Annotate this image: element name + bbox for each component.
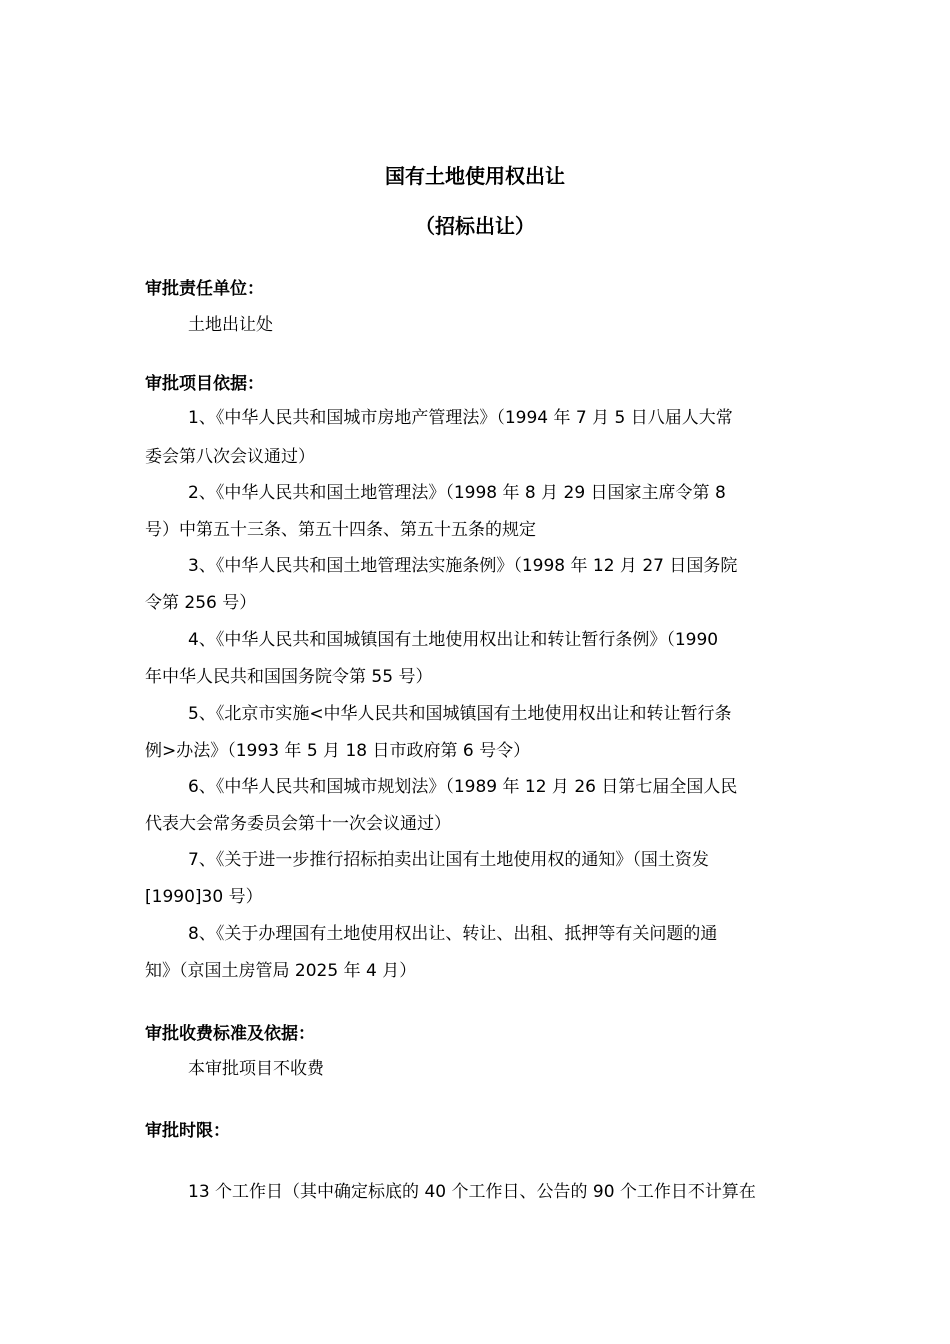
basis-item-3-line1: 3、《中华人民共和国土地管理法实施条例》（1998 年 12 月 27 日国务院 xyxy=(188,556,738,576)
basis-item-1-line2: 委会第八次会议通过） xyxy=(145,447,315,467)
heading-legal-basis: 审批项目依据： xyxy=(145,374,264,394)
basis-item-5-line2: 例>办法》（1993 年 5 月 18 日市政府第 6 号令） xyxy=(145,741,531,761)
heading-responsible-unit: 审批责任单位： xyxy=(145,279,264,299)
basis-item-2-line2: 号）中第五十三条、第五十四条、第五十五条的规定 xyxy=(145,520,536,540)
document-subtitle: （招标出让） xyxy=(415,214,535,238)
heading-time-limit: 审批时限： xyxy=(145,1121,230,1141)
basis-item-8-line2: 知》（京国土房管局 2025 年 4 月） xyxy=(145,961,417,981)
time-limit-text: 13 个工作日（其中确定标底的 40 个工作日、公告的 90 个工作日不计算在 xyxy=(188,1182,756,1202)
heading-fee: 审批收费标准及依据： xyxy=(145,1024,315,1044)
basis-item-6-line1: 6、《中华人民共和国城市规划法》（1989 年 12 月 26 日第七届全国人民 xyxy=(188,777,738,797)
responsible-unit-text: 土地出让处 xyxy=(188,315,273,335)
basis-item-2-line1: 2、《中华人民共和国土地管理法》（1998 年 8 月 29 日国家主席令第 8 xyxy=(188,483,726,503)
basis-item-7-line2: [1990]30 号） xyxy=(145,887,263,907)
basis-item-7-line1: 7、《关于进一步推行招标拍卖出让国有土地使用权的通知》（国土资发 xyxy=(188,850,709,870)
basis-item-1-line1: 1、《中华人民共和国城市房地产管理法》（1994 年 7 月 5 日八届人大常 xyxy=(188,408,733,428)
basis-item-4-line1: 4、《中华人民共和国城镇国有土地使用权出让和转让暂行条例》（1990 xyxy=(188,630,719,650)
basis-item-5-line1: 5、《北京市实施<中华人民共和国城镇国有土地使用权出让和转让暂行条 xyxy=(188,704,732,724)
basis-item-6-line2: 代表大会常务委员会第十一次会议通过） xyxy=(145,814,451,834)
fee-text: 本审批项目不收费 xyxy=(188,1059,324,1079)
basis-item-8-line1: 8、《关于办理国有土地使用权出让、转让、出租、抵押等有关问题的通 xyxy=(188,924,718,944)
document-title: 国有土地使用权出让 xyxy=(385,164,565,188)
basis-item-4-line2: 年中华人民共和国国务院令第 55 号） xyxy=(145,667,433,687)
basis-item-3-line2: 令第 256 号） xyxy=(145,593,257,613)
